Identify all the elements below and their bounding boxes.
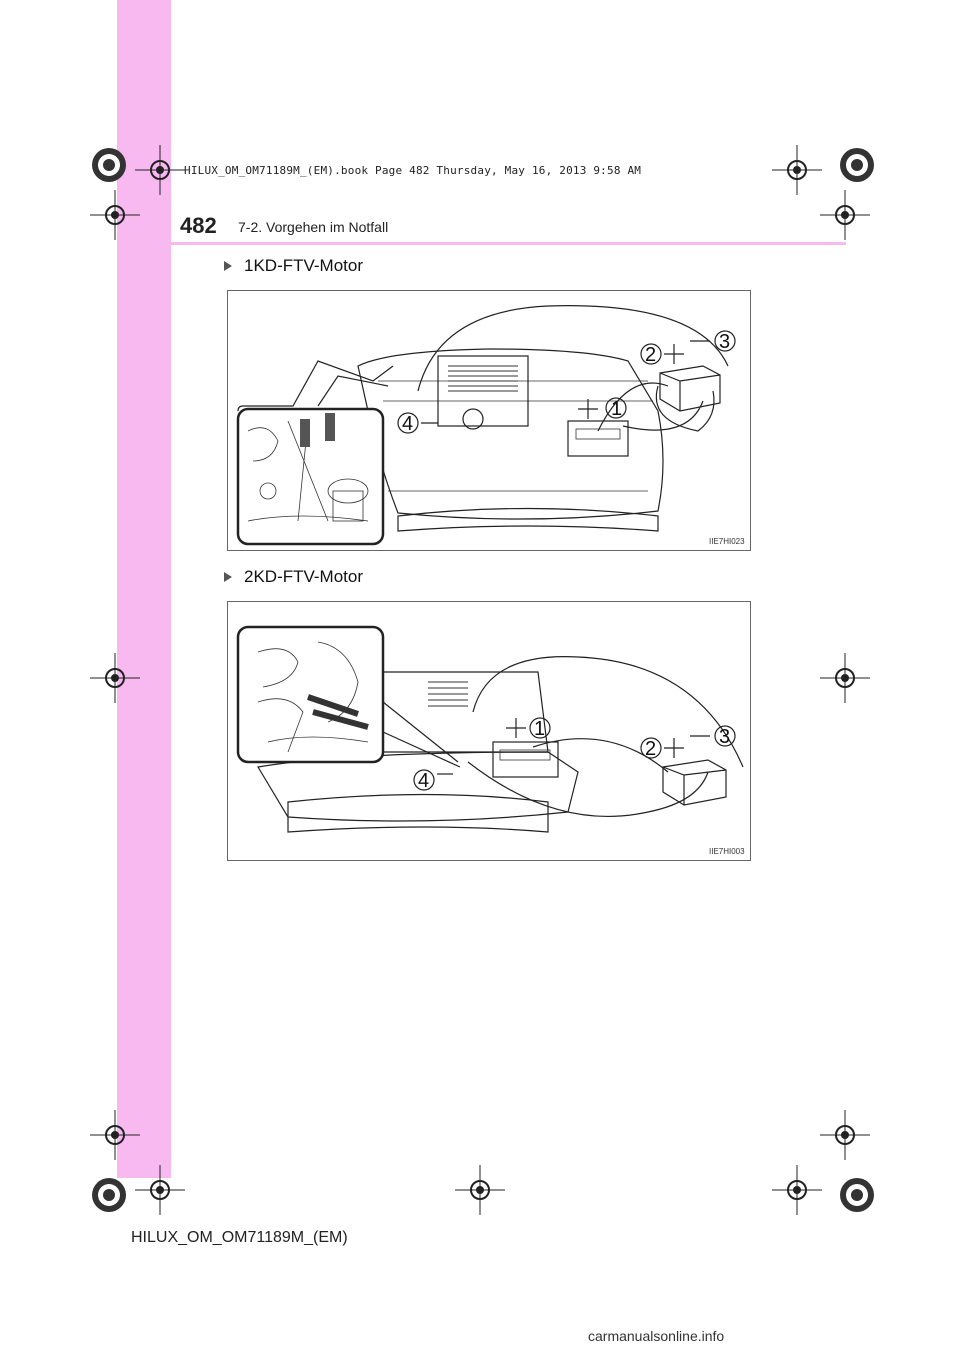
label-four — [398, 413, 438, 435]
site-watermark: carmanualsonline.info — [588, 1328, 725, 1344]
label-two — [641, 344, 684, 366]
label-three-text: 3 — [719, 726, 731, 748]
label-four-text: 4 — [418, 770, 430, 792]
registration-mark-icon — [832, 140, 882, 190]
label-two — [641, 738, 684, 760]
figure-2-title: 2KD-FTV-Motor — [244, 567, 364, 586]
booster-battery — [660, 366, 720, 411]
crosshair-mark-icon — [820, 653, 870, 703]
page-number: 482 — [180, 213, 217, 238]
registration-mark-icon — [832, 1170, 882, 1220]
label-one — [506, 718, 550, 740]
bullet-triangle-icon — [224, 261, 232, 271]
crosshair-mark-icon — [90, 190, 140, 240]
crosshair-mark-icon — [90, 1110, 140, 1160]
label-four — [414, 770, 453, 792]
label-two-text: 2 — [645, 344, 657, 366]
label-four-text: 4 — [402, 413, 414, 435]
booster-battery — [663, 760, 726, 805]
crosshair-mark-icon — [455, 1165, 505, 1215]
registration-mark-icon — [84, 1170, 134, 1220]
crosshair-mark-icon — [772, 1165, 822, 1215]
label-two-text: 2 — [645, 738, 657, 760]
label-one-text: 1 — [534, 718, 546, 740]
section-title: 7-2. Vorgehen im Notfall — [238, 219, 389, 235]
model-code-footer: HILUX_OM_OM71189M_(EM) — [131, 1229, 348, 1246]
registration-mark-icon — [84, 140, 134, 190]
crosshair-mark-icon — [135, 145, 185, 195]
figure-2-subheading — [224, 567, 363, 587]
figure-1-title: 1KD-FTV-Motor — [244, 256, 364, 275]
figure-1-code: IIE7HI023 — [709, 537, 745, 546]
header-rule — [117, 242, 846, 245]
print-info-line: HILUX_OM_OM71189M_(EM).book Page 482 Thursday, May 16, 2013 9:58 AM — [184, 164, 642, 177]
figure-2-code: IIE7HI003 — [709, 847, 745, 856]
bullet-triangle-icon — [224, 572, 232, 582]
engine-bay-illustration — [228, 602, 750, 860]
crosshair-mark-icon — [820, 1110, 870, 1160]
label-three — [690, 331, 735, 353]
crosshair-mark-icon — [772, 145, 822, 195]
crosshair-mark-icon — [90, 653, 140, 703]
figure-1-engine-diagram — [227, 290, 751, 551]
label-three — [690, 726, 735, 748]
label-one-text: 1 — [611, 398, 623, 420]
crosshair-mark-icon — [820, 190, 870, 240]
engine-bay-illustration — [228, 291, 750, 550]
figure-2-engine-diagram — [227, 601, 751, 861]
crosshair-mark-icon — [135, 1165, 185, 1215]
label-three-text: 3 — [719, 331, 731, 353]
figure-1-subheading — [224, 256, 363, 276]
